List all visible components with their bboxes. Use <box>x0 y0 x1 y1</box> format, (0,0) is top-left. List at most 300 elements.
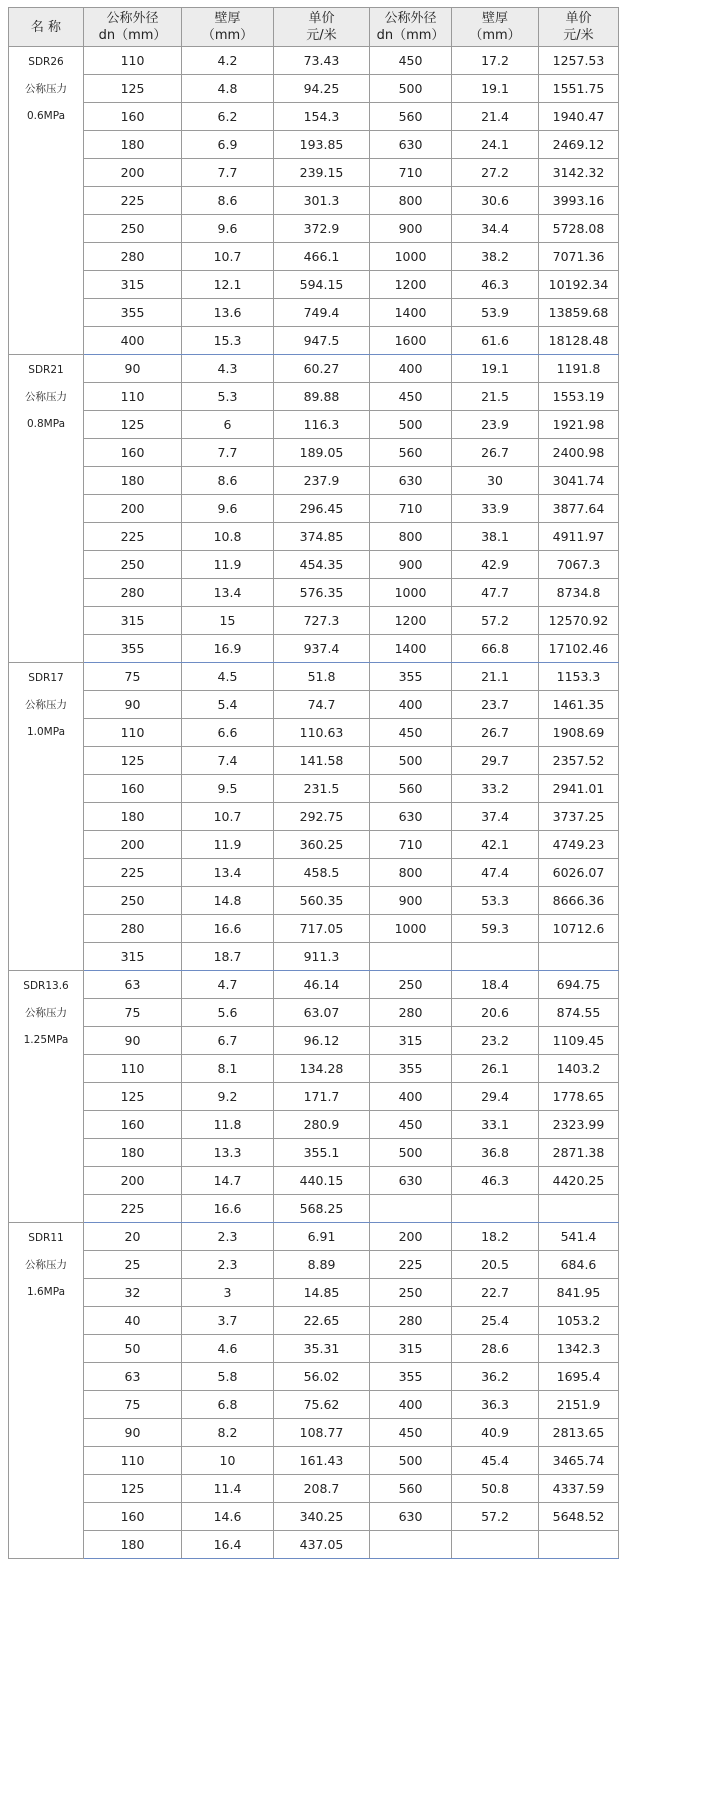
unit-price-cell-2: 2941.01 <box>539 775 619 803</box>
wall-thickness-cell-2: 23.9 <box>452 411 539 439</box>
wall-thickness-cell-2: 38.1 <box>452 523 539 551</box>
wall-thickness-cell: 3.7 <box>182 1307 274 1335</box>
wall-thickness-cell: 8.2 <box>182 1419 274 1447</box>
table-row <box>9 747 619 775</box>
header-price-label: 单价 <box>308 11 335 26</box>
outer-diameter-cell: 250 <box>84 887 182 915</box>
outer-diameter-cell: 90 <box>84 355 182 383</box>
table-row <box>9 887 619 915</box>
unit-price-cell: 193.85 <box>274 131 370 159</box>
outer-diameter-cell: 225 <box>84 1195 182 1223</box>
group-sdr-label: SDR26 <box>28 56 64 68</box>
unit-price-cell-2: 841.95 <box>539 1279 619 1307</box>
table-row <box>9 523 619 551</box>
outer-diameter-cell: 180 <box>84 803 182 831</box>
table-row <box>9 1419 619 1447</box>
unit-price-cell-2: 2323.99 <box>539 1111 619 1139</box>
wall-thickness-cell-2: 59.3 <box>452 915 539 943</box>
unit-price-cell-2: 1109.45 <box>539 1027 619 1055</box>
outer-diameter-cell-2: 800 <box>370 859 452 887</box>
wall-thickness-cell-2: 40.9 <box>452 1419 539 1447</box>
outer-diameter-cell: 280 <box>84 579 182 607</box>
table-row <box>9 663 619 691</box>
outer-diameter-cell-2: 280 <box>370 1307 452 1335</box>
outer-diameter-cell-2: 355 <box>370 663 452 691</box>
wall-thickness-cell: 14.6 <box>182 1503 274 1531</box>
wall-thickness-cell: 16.6 <box>182 915 274 943</box>
unit-price-cell-2: 1342.3 <box>539 1335 619 1363</box>
outer-diameter-cell: 180 <box>84 467 182 495</box>
unit-price-cell-2: 3737.25 <box>539 803 619 831</box>
table-row <box>9 1503 619 1531</box>
outer-diameter-cell: 125 <box>84 75 182 103</box>
unit-price-cell: 110.63 <box>274 719 370 747</box>
unit-price-cell: 74.7 <box>274 691 370 719</box>
unit-price-cell-2: 1403.2 <box>539 1055 619 1083</box>
wall-thickness-cell: 9.6 <box>182 495 274 523</box>
header-wall-unit: （mm） <box>201 28 254 43</box>
unit-price-cell: 727.3 <box>274 607 370 635</box>
outer-diameter-cell-2: 280 <box>370 999 452 1027</box>
unit-price-cell-2: 5728.08 <box>539 215 619 243</box>
header-price-label: 单价 <box>565 11 592 26</box>
wall-thickness-cell: 5.4 <box>182 691 274 719</box>
unit-price-cell: 208.7 <box>274 1475 370 1503</box>
unit-price-cell-2: 7071.36 <box>539 243 619 271</box>
outer-diameter-cell: 25 <box>84 1251 182 1279</box>
wall-thickness-cell-2: 20.6 <box>452 999 539 1027</box>
header-price-unit: 元/米 <box>563 28 594 43</box>
group-sdr-label: SDR17 <box>28 672 64 684</box>
header-price-unit: 元/米 <box>306 28 337 43</box>
wall-thickness-cell-2: 50.8 <box>452 1475 539 1503</box>
outer-diameter-cell-2: 200 <box>370 1223 452 1251</box>
wall-thickness-cell: 18.7 <box>182 943 274 971</box>
outer-diameter-cell-2: 400 <box>370 1391 452 1419</box>
group-pressure-value: 0.8MPa <box>26 418 66 430</box>
wall-thickness-cell-2: 18.4 <box>452 971 539 999</box>
table-row <box>9 1251 619 1279</box>
outer-diameter-cell: 315 <box>84 607 182 635</box>
outer-diameter-cell: 280 <box>84 915 182 943</box>
wall-thickness-cell: 7.7 <box>182 159 274 187</box>
group-sdr-label: SDR13.6 <box>23 980 69 992</box>
unit-price-cell: 717.05 <box>274 915 370 943</box>
table-row <box>9 159 619 187</box>
unit-price-cell: 301.3 <box>274 187 370 215</box>
outer-diameter-cell: 125 <box>84 747 182 775</box>
outer-diameter-cell: 250 <box>84 551 182 579</box>
header-name: 名 称 <box>9 8 84 47</box>
outer-diameter-cell: 32 <box>84 1279 182 1307</box>
wall-thickness-cell-2: 21.1 <box>452 663 539 691</box>
unit-price-cell: 355.1 <box>274 1139 370 1167</box>
unit-price-cell: 340.25 <box>274 1503 370 1531</box>
outer-diameter-cell: 63 <box>84 1363 182 1391</box>
group-pressure-label: 公称压力 <box>25 1007 67 1019</box>
outer-diameter-cell-2: 250 <box>370 1279 452 1307</box>
unit-price-cell-2 <box>539 943 619 971</box>
wall-thickness-cell-2: 23.2 <box>452 1027 539 1055</box>
outer-diameter-cell-2: 450 <box>370 1419 452 1447</box>
unit-price-cell: 60.27 <box>274 355 370 383</box>
wall-thickness-cell-2: 24.1 <box>452 131 539 159</box>
wall-thickness-cell: 6.9 <box>182 131 274 159</box>
table-row <box>9 299 619 327</box>
table-row <box>9 551 619 579</box>
outer-diameter-cell-2: 630 <box>370 1503 452 1531</box>
outer-diameter-cell-2: 355 <box>370 1055 452 1083</box>
group-pressure-label: 公称压力 <box>25 391 67 403</box>
wall-thickness-cell: 4.7 <box>182 971 274 999</box>
wall-thickness-cell-2: 46.3 <box>452 1167 539 1195</box>
unit-price-cell-2: 1695.4 <box>539 1363 619 1391</box>
unit-price-cell-2: 684.6 <box>539 1251 619 1279</box>
unit-price-cell-2: 2469.12 <box>539 131 619 159</box>
table-row <box>9 1195 619 1223</box>
outer-diameter-cell: 200 <box>84 831 182 859</box>
wall-thickness-cell: 4.2 <box>182 47 274 75</box>
wall-thickness-cell-2: 23.7 <box>452 691 539 719</box>
outer-diameter-cell-2: 500 <box>370 75 452 103</box>
outer-diameter-cell-2: 630 <box>370 467 452 495</box>
outer-diameter-cell: 225 <box>84 187 182 215</box>
unit-price-cell: 292.75 <box>274 803 370 831</box>
outer-diameter-cell: 50 <box>84 1335 182 1363</box>
unit-price-cell-2: 1553.19 <box>539 383 619 411</box>
wall-thickness-cell: 12.1 <box>182 271 274 299</box>
outer-diameter-cell-2 <box>370 1531 452 1559</box>
table-row <box>9 1027 619 1055</box>
outer-diameter-cell: 125 <box>84 1475 182 1503</box>
outer-diameter-cell-2: 500 <box>370 411 452 439</box>
unit-price-cell-2: 1908.69 <box>539 719 619 747</box>
group-pressure-value: 1.25MPa <box>23 1034 69 1046</box>
group-pressure-label: 公称压力 <box>25 83 67 95</box>
outer-diameter-cell: 110 <box>84 1055 182 1083</box>
wall-thickness-cell-2: 18.2 <box>452 1223 539 1251</box>
header-outer-diameter <box>84 8 182 47</box>
wall-thickness-cell-2: 61.6 <box>452 327 539 355</box>
outer-diameter-cell-2: 900 <box>370 215 452 243</box>
unit-price-cell: 46.14 <box>274 971 370 999</box>
wall-thickness-cell: 16.4 <box>182 1531 274 1559</box>
outer-diameter-cell-2: 1400 <box>370 635 452 663</box>
outer-diameter-cell-2 <box>370 1195 452 1223</box>
outer-diameter-cell: 160 <box>84 1111 182 1139</box>
wall-thickness-cell: 6.2 <box>182 103 274 131</box>
group-pressure-value: 1.0MPa <box>26 726 66 738</box>
unit-price-cell-2: 4911.97 <box>539 523 619 551</box>
outer-diameter-cell: 160 <box>84 775 182 803</box>
outer-diameter-cell-2: 800 <box>370 523 452 551</box>
wall-thickness-cell-2: 21.5 <box>452 383 539 411</box>
outer-diameter-cell-2: 400 <box>370 691 452 719</box>
wall-thickness-cell-2 <box>452 1195 539 1223</box>
unit-price-cell: 73.43 <box>274 47 370 75</box>
wall-thickness-cell-2: 26.1 <box>452 1055 539 1083</box>
wall-thickness-cell: 6.6 <box>182 719 274 747</box>
unit-price-cell: 231.5 <box>274 775 370 803</box>
unit-price-cell-2: 2400.98 <box>539 439 619 467</box>
unit-price-cell-2: 18128.48 <box>539 327 619 355</box>
table-row <box>9 327 619 355</box>
table-row <box>9 355 619 383</box>
group-name-cell <box>9 47 84 355</box>
table-row <box>9 607 619 635</box>
table-row <box>9 411 619 439</box>
outer-diameter-cell-2: 450 <box>370 383 452 411</box>
table-row <box>9 579 619 607</box>
pipe-price-table <box>8 7 619 1559</box>
outer-diameter-cell-2: 900 <box>370 551 452 579</box>
table-row <box>9 75 619 103</box>
outer-diameter-cell: 125 <box>84 411 182 439</box>
outer-diameter-cell: 315 <box>84 943 182 971</box>
outer-diameter-cell: 75 <box>84 663 182 691</box>
table-row <box>9 1531 619 1559</box>
wall-thickness-cell: 16.6 <box>182 1195 274 1223</box>
table-row <box>9 635 619 663</box>
table-row <box>9 1307 619 1335</box>
table-row <box>9 1055 619 1083</box>
table-row <box>9 47 619 75</box>
unit-price-cell-2: 1153.3 <box>539 663 619 691</box>
wall-thickness-cell-2: 21.4 <box>452 103 539 131</box>
unit-price-cell: 35.31 <box>274 1335 370 1363</box>
outer-diameter-cell-2: 400 <box>370 1083 452 1111</box>
unit-price-cell: 63.07 <box>274 999 370 1027</box>
table-row <box>9 859 619 887</box>
wall-thickness-cell: 14.7 <box>182 1167 274 1195</box>
outer-diameter-cell: 315 <box>84 271 182 299</box>
unit-price-cell: 360.25 <box>274 831 370 859</box>
wall-thickness-cell-2: 25.4 <box>452 1307 539 1335</box>
table-row <box>9 719 619 747</box>
wall-thickness-cell-2: 34.4 <box>452 215 539 243</box>
table-row <box>9 943 619 971</box>
unit-price-cell: 154.3 <box>274 103 370 131</box>
unit-price-cell-2: 12570.92 <box>539 607 619 635</box>
outer-diameter-cell: 40 <box>84 1307 182 1335</box>
wall-thickness-cell-2: 47.7 <box>452 579 539 607</box>
wall-thickness-cell-2: 46.3 <box>452 271 539 299</box>
wall-thickness-cell-2: 36.8 <box>452 1139 539 1167</box>
wall-thickness-cell-2: 26.7 <box>452 439 539 467</box>
header-wall-label: 壁厚 <box>481 11 508 26</box>
header-wall-label: 壁厚 <box>214 11 241 26</box>
unit-price-cell: 466.1 <box>274 243 370 271</box>
outer-diameter-cell: 75 <box>84 1391 182 1419</box>
outer-diameter-cell-2: 450 <box>370 47 452 75</box>
wall-thickness-cell-2: 42.9 <box>452 551 539 579</box>
outer-diameter-cell: 110 <box>84 47 182 75</box>
wall-thickness-cell: 7.4 <box>182 747 274 775</box>
table-row <box>9 691 619 719</box>
unit-price-cell-2: 1778.65 <box>539 1083 619 1111</box>
wall-thickness-cell-2: 37.4 <box>452 803 539 831</box>
table-row <box>9 131 619 159</box>
unit-price-cell: 14.85 <box>274 1279 370 1307</box>
unit-price-cell-2: 10192.34 <box>539 271 619 299</box>
wall-thickness-cell: 8.6 <box>182 187 274 215</box>
header-wall-unit: （mm） <box>469 28 521 43</box>
outer-diameter-cell-2: 400 <box>370 355 452 383</box>
wall-thickness-cell-2: 66.8 <box>452 635 539 663</box>
wall-thickness-cell: 16.9 <box>182 635 274 663</box>
outer-diameter-cell: 355 <box>84 299 182 327</box>
header-dn-unit: dn（mm） <box>98 28 167 43</box>
header-unit-price <box>274 8 370 47</box>
outer-diameter-cell: 225 <box>84 523 182 551</box>
outer-diameter-cell-2: 630 <box>370 131 452 159</box>
wall-thickness-cell-2: 22.7 <box>452 1279 539 1307</box>
wall-thickness-cell: 6.7 <box>182 1027 274 1055</box>
unit-price-cell: 108.77 <box>274 1419 370 1447</box>
wall-thickness-cell-2: 57.2 <box>452 607 539 635</box>
wall-thickness-cell-2: 17.2 <box>452 47 539 75</box>
unit-price-cell: 911.3 <box>274 943 370 971</box>
wall-thickness-cell-2: 30.6 <box>452 187 539 215</box>
wall-thickness-cell-2 <box>452 1531 539 1559</box>
outer-diameter-cell: 180 <box>84 1531 182 1559</box>
table-row <box>9 215 619 243</box>
outer-diameter-cell-2: 1200 <box>370 271 452 299</box>
unit-price-cell-2: 10712.6 <box>539 915 619 943</box>
outer-diameter-cell: 250 <box>84 215 182 243</box>
outer-diameter-cell-2: 560 <box>370 439 452 467</box>
table-row <box>9 103 619 131</box>
wall-thickness-cell: 10 <box>182 1447 274 1475</box>
unit-price-cell-2: 1940.47 <box>539 103 619 131</box>
unit-price-cell: 374.85 <box>274 523 370 551</box>
unit-price-cell-2: 6026.07 <box>539 859 619 887</box>
unit-price-cell-2: 8734.8 <box>539 579 619 607</box>
outer-diameter-cell: 280 <box>84 243 182 271</box>
wall-thickness-cell: 13.3 <box>182 1139 274 1167</box>
wall-thickness-cell: 13.4 <box>182 579 274 607</box>
unit-price-cell: 116.3 <box>274 411 370 439</box>
outer-diameter-cell-2: 500 <box>370 747 452 775</box>
wall-thickness-cell: 10.7 <box>182 803 274 831</box>
unit-price-cell: 161.43 <box>274 1447 370 1475</box>
unit-price-cell-2: 2357.52 <box>539 747 619 775</box>
outer-diameter-cell-2: 630 <box>370 1167 452 1195</box>
wall-thickness-cell-2: 33.9 <box>452 495 539 523</box>
outer-diameter-cell-2: 355 <box>370 1363 452 1391</box>
table-header-row <box>9 8 619 47</box>
unit-price-cell: 454.35 <box>274 551 370 579</box>
outer-diameter-cell-2: 1400 <box>370 299 452 327</box>
unit-price-cell: 89.88 <box>274 383 370 411</box>
table-row <box>9 1447 619 1475</box>
outer-diameter-cell: 125 <box>84 1083 182 1111</box>
unit-price-cell-2: 4749.23 <box>539 831 619 859</box>
group-name-cell <box>9 971 84 1223</box>
unit-price-cell-2: 3041.74 <box>539 467 619 495</box>
table-row <box>9 383 619 411</box>
unit-price-cell-2: 874.55 <box>539 999 619 1027</box>
outer-diameter-cell: 225 <box>84 859 182 887</box>
outer-diameter-cell: 75 <box>84 999 182 1027</box>
table-row <box>9 1139 619 1167</box>
wall-thickness-cell: 9.5 <box>182 775 274 803</box>
unit-price-cell: 560.35 <box>274 887 370 915</box>
outer-diameter-cell: 110 <box>84 383 182 411</box>
unit-price-cell-2: 1551.75 <box>539 75 619 103</box>
unit-price-cell-2 <box>539 1531 619 1559</box>
unit-price-cell: 568.25 <box>274 1195 370 1223</box>
group-pressure-value: 1.6MPa <box>26 1286 66 1298</box>
wall-thickness-cell-2: 27.2 <box>452 159 539 187</box>
outer-diameter-cell: 180 <box>84 1139 182 1167</box>
outer-diameter-cell-2: 1000 <box>370 915 452 943</box>
outer-diameter-cell: 200 <box>84 1167 182 1195</box>
table-row <box>9 803 619 831</box>
unit-price-cell: 576.35 <box>274 579 370 607</box>
wall-thickness-cell: 4.8 <box>182 75 274 103</box>
table-body <box>9 47 619 1559</box>
unit-price-cell-2: 541.4 <box>539 1223 619 1251</box>
table-row <box>9 1223 619 1251</box>
unit-price-cell: 134.28 <box>274 1055 370 1083</box>
table-row <box>9 915 619 943</box>
table-row <box>9 1391 619 1419</box>
outer-diameter-cell-2: 710 <box>370 831 452 859</box>
outer-diameter-cell-2 <box>370 943 452 971</box>
unit-price-cell-2: 2151.9 <box>539 1391 619 1419</box>
outer-diameter-cell-2: 1600 <box>370 327 452 355</box>
unit-price-cell-2: 1257.53 <box>539 47 619 75</box>
wall-thickness-cell-2: 28.6 <box>452 1335 539 1363</box>
unit-price-cell-2: 2813.65 <box>539 1419 619 1447</box>
unit-price-cell: 239.15 <box>274 159 370 187</box>
unit-price-cell: 189.05 <box>274 439 370 467</box>
unit-price-cell: 280.9 <box>274 1111 370 1139</box>
unit-price-cell: 749.4 <box>274 299 370 327</box>
outer-diameter-cell-2: 1200 <box>370 607 452 635</box>
outer-diameter-cell: 400 <box>84 327 182 355</box>
table-row <box>9 1335 619 1363</box>
outer-diameter-cell-2: 1000 <box>370 243 452 271</box>
wall-thickness-cell-2: 30 <box>452 467 539 495</box>
table-row <box>9 1111 619 1139</box>
outer-diameter-cell-2: 800 <box>370 187 452 215</box>
outer-diameter-cell: 90 <box>84 1027 182 1055</box>
unit-price-cell-2: 1461.35 <box>539 691 619 719</box>
table-row <box>9 271 619 299</box>
wall-thickness-cell: 14.8 <box>182 887 274 915</box>
unit-price-cell-2: 4420.25 <box>539 1167 619 1195</box>
wall-thickness-cell: 6.8 <box>182 1391 274 1419</box>
wall-thickness-cell: 5.3 <box>182 383 274 411</box>
table-row <box>9 439 619 467</box>
header-dn-label: 公称外径 <box>384 11 437 26</box>
table-row <box>9 495 619 523</box>
wall-thickness-cell: 10.8 <box>182 523 274 551</box>
outer-diameter-cell: 63 <box>84 971 182 999</box>
outer-diameter-cell-2: 560 <box>370 1475 452 1503</box>
header-wall-thickness <box>182 8 274 47</box>
wall-thickness-cell: 6 <box>182 411 274 439</box>
outer-diameter-cell-2: 450 <box>370 719 452 747</box>
wall-thickness-cell: 9.2 <box>182 1083 274 1111</box>
unit-price-cell-2: 3465.74 <box>539 1447 619 1475</box>
unit-price-cell: 51.8 <box>274 663 370 691</box>
wall-thickness-cell: 11.8 <box>182 1111 274 1139</box>
wall-thickness-cell: 11.9 <box>182 831 274 859</box>
outer-diameter-cell-2: 450 <box>370 1111 452 1139</box>
